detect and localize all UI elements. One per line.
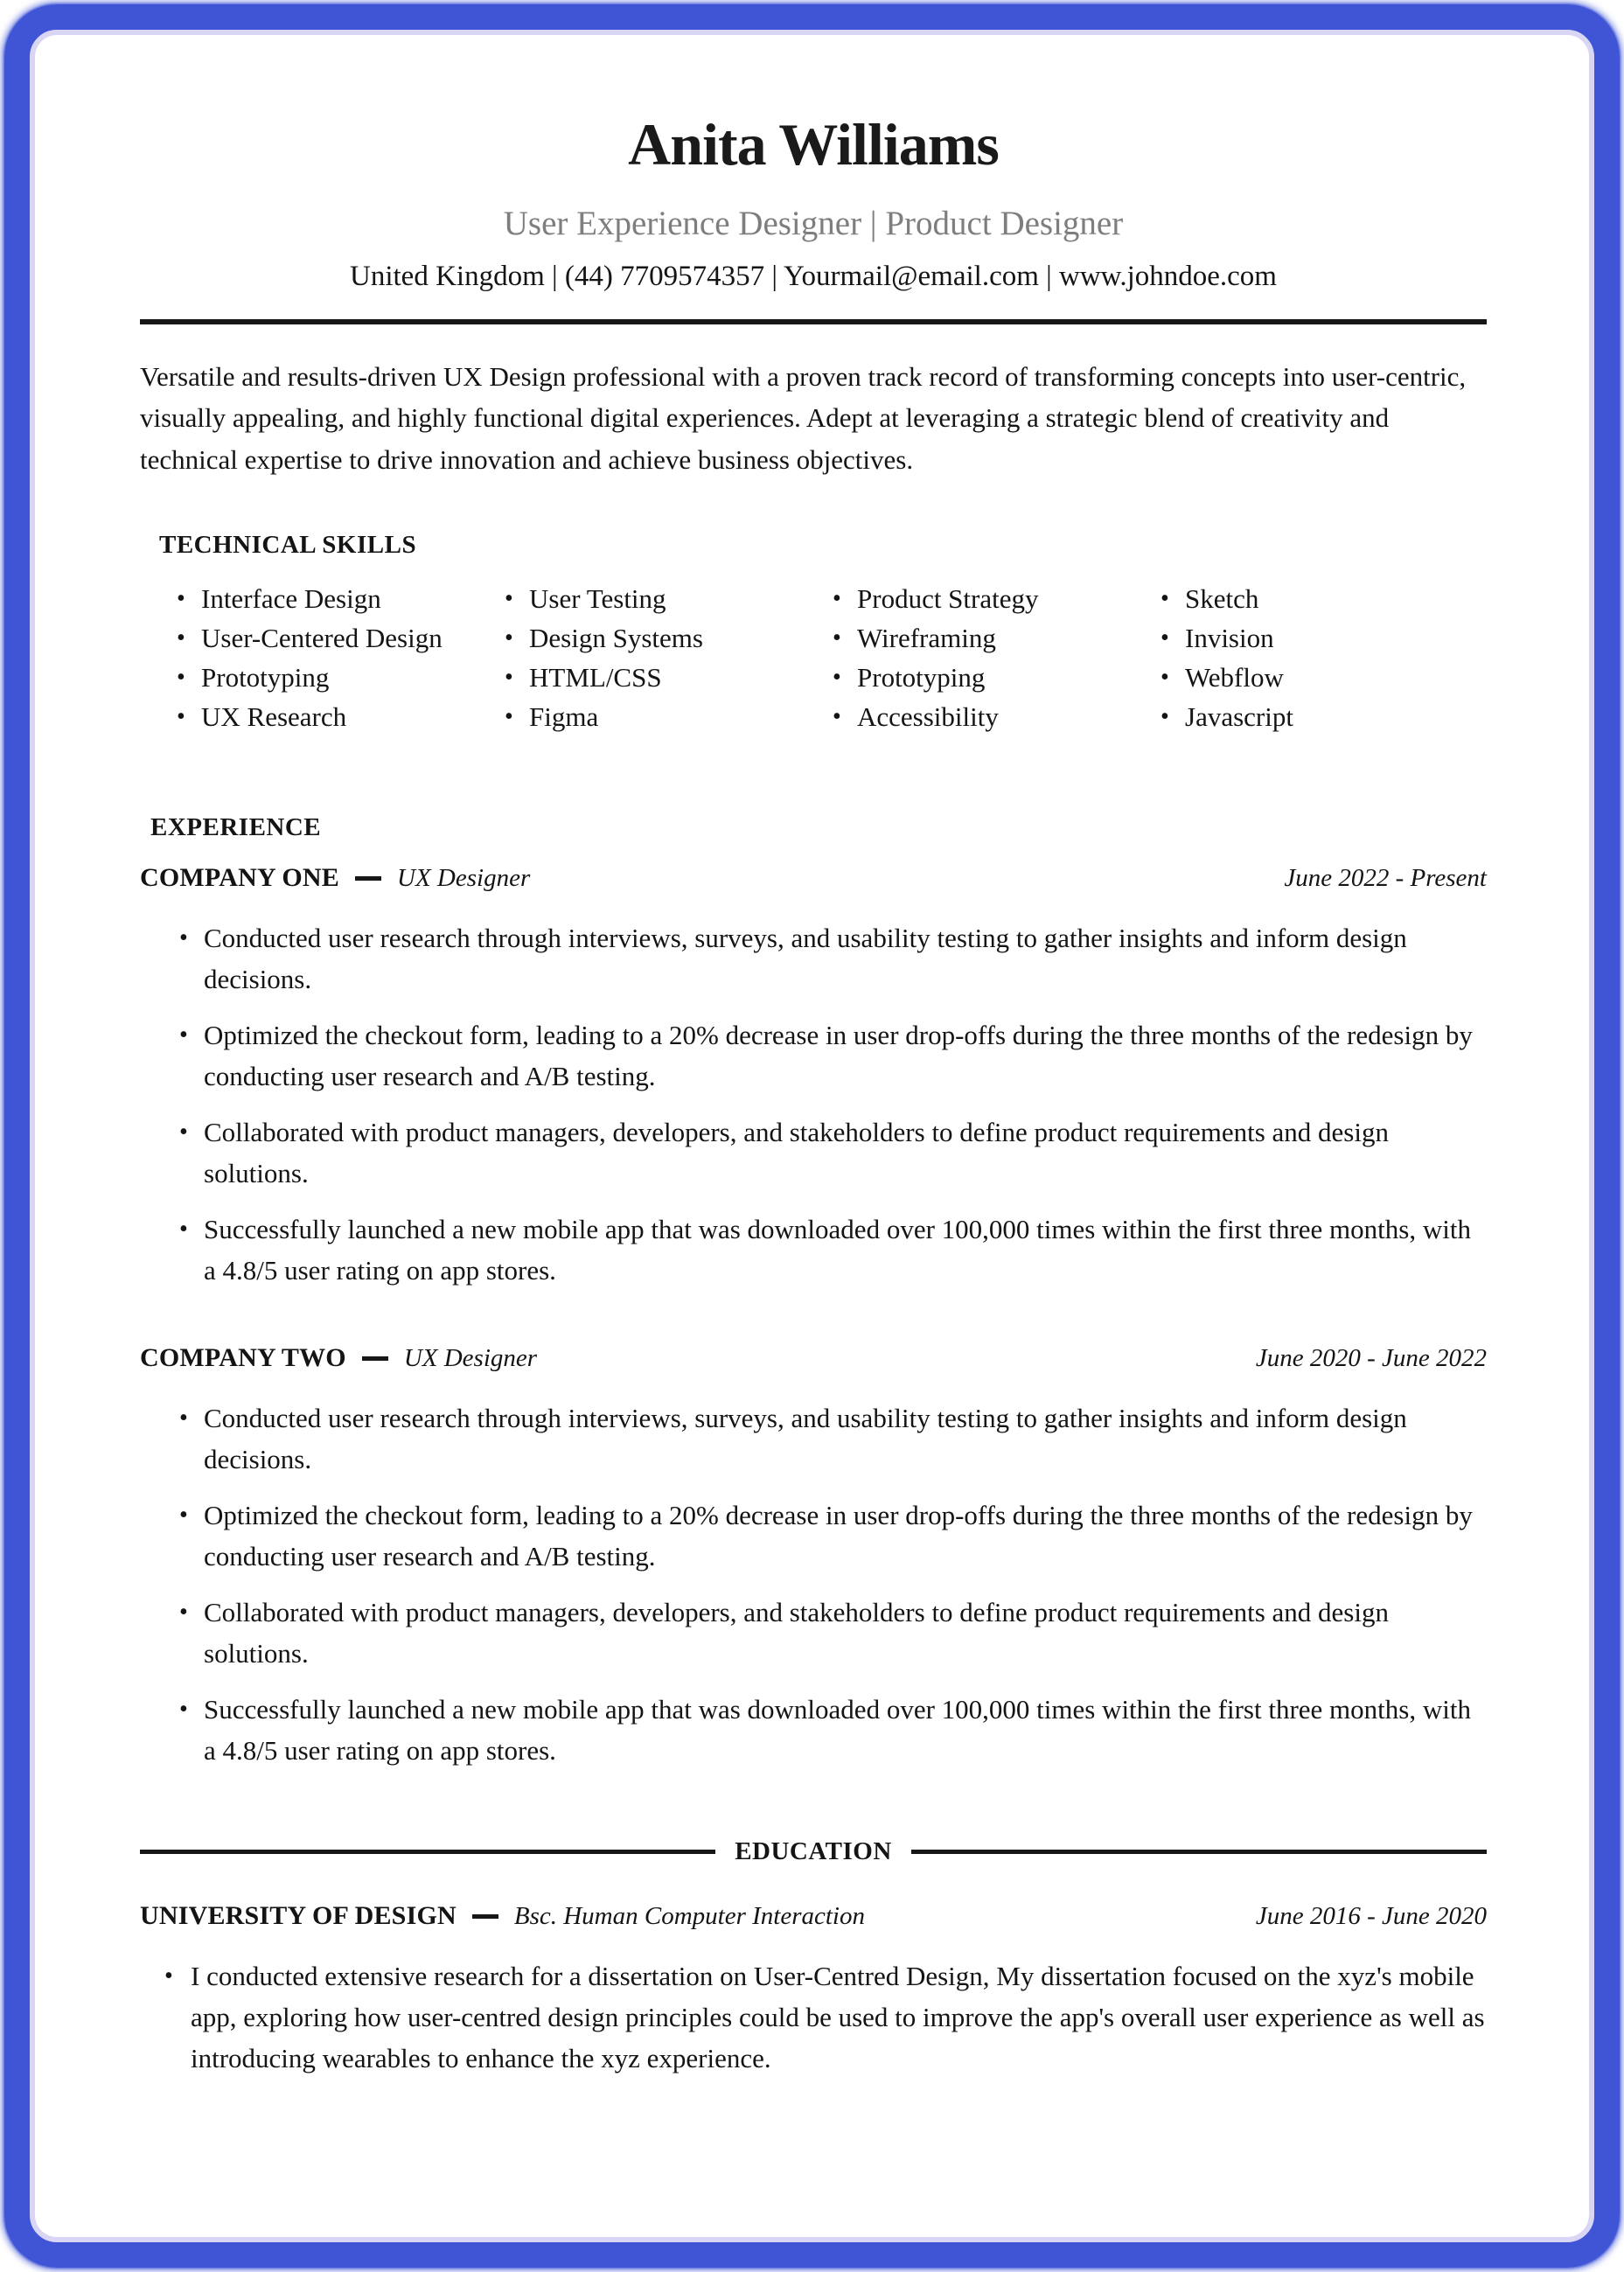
skill-item: • Accessibility	[831, 697, 1159, 736]
job-bullet: • Conducted user research through interviews, surveys, and usability testing to gather insights and inform design decisions.	[140, 1397, 1487, 1480]
skill-item: • Interface Design	[175, 579, 503, 618]
divider-line-left	[140, 1850, 715, 1854]
company-name: COMPANY ONE	[140, 863, 340, 893]
header-divider	[140, 319, 1487, 324]
education-entry	[140, 1901, 1487, 2079]
skill-item: • Javascript	[1159, 697, 1487, 736]
skill-item: • Product Strategy	[831, 579, 1159, 618]
skill-item: • Wireframing	[831, 618, 1159, 658]
skills-column	[1159, 579, 1487, 736]
job-dates: June 2022 - Present	[1284, 863, 1487, 892]
job-bullet: • Optimized the checkout form, leading to a 20% decrease in user drop-offs during the three months of the redesign by conducting user research and A/B testing.	[140, 1495, 1487, 1577]
contact-line: United Kingdom | (44) 7709574357 | Yourmail@email.com | www.johndoe.com	[350, 261, 1277, 292]
skills-column	[831, 579, 1159, 736]
dash-separator	[472, 1914, 498, 1919]
job-bullet: • Collaborated with product managers, developers, and stakeholders to define product requirements and design solutions.	[140, 1592, 1487, 1674]
skill-item: • Sketch	[1159, 579, 1487, 618]
education-section-divider	[140, 1837, 1487, 1866]
skill-item: • Design Systems	[503, 618, 831, 658]
company-name: COMPANY TWO	[140, 1343, 346, 1373]
skill-item: • User Testing	[503, 579, 831, 618]
skill-item: • Prototyping	[831, 658, 1159, 697]
skill-item: • Invision	[1159, 618, 1487, 658]
job-bullet-list	[140, 917, 1487, 1291]
job-header	[140, 863, 1487, 893]
dash-separator	[362, 1356, 388, 1361]
resume-page	[140, 110, 1487, 2094]
job-bullet: • Collaborated with product managers, developers, and stakeholders to define product requirements and design solutions.	[140, 1112, 1487, 1194]
divider-line-right	[911, 1850, 1487, 1854]
job-role: UX Designer	[397, 863, 531, 892]
job-header	[140, 1343, 1487, 1373]
education-bullet: • I conducted extensive research for a dissertation on User-Centred Design, My dissertation focused on the xyz's mobile app, exploring how user-centred design principles could be used to improve the app's overall user experience as well as introducing wearables to enhance the xyz experience.	[140, 1955, 1487, 2079]
education-bullet-list	[140, 1955, 1487, 2079]
job-bullet: • Successfully launched a new mobile app that was downloaded over 100,000 times within the first three months, with a 4.8/5 user rating on app stores.	[140, 1209, 1487, 1291]
skill-item: • UX Research	[175, 697, 503, 736]
job-dates: June 2020 - June 2022	[1255, 1343, 1487, 1372]
experience-entry	[140, 863, 1487, 1291]
skill-item: • Webflow	[1159, 658, 1487, 697]
experience-entry	[140, 1343, 1487, 1771]
education-section-heading: EDUCATION	[735, 1837, 892, 1866]
job-bullet-list	[140, 1397, 1487, 1771]
skills-grid	[140, 579, 1487, 736]
job-bullet: • Optimized the checkout form, leading to a 20% decrease in user drop-offs during the three months of the redesign by conducting user research and A/B testing.	[140, 1014, 1487, 1097]
degree-name: Bsc. Human Computer Interaction	[513, 1901, 865, 1930]
skills-column	[503, 579, 831, 736]
skill-item: • User-Centered Design	[175, 618, 503, 658]
skill-item: • HTML/CSS	[503, 658, 831, 697]
skills-section-heading: TECHNICAL SKILLS	[159, 531, 417, 560]
person-name: Anita Williams	[628, 111, 999, 178]
dash-separator	[355, 876, 381, 881]
summary-paragraph: Versatile and results-driven UX Design professional with a proven track record of transforming concepts into user-centric, visually appealing, and highly functional digital experiences. Adept at leveraging a strategic blend of creativity and technical expertise to drive innovation and achieve business objectives.	[140, 361, 1467, 475]
skill-item: • Figma	[503, 697, 831, 736]
skill-item: • Prototyping	[175, 658, 503, 697]
school-name: UNIVERSITY OF DESIGN	[140, 1901, 457, 1931]
person-title: User Experience Designer | Product Designer	[503, 205, 1124, 242]
education-dates: June 2016 - June 2020	[1255, 1901, 1487, 1930]
job-bullet: • Conducted user research through interviews, surveys, and usability testing to gather insights and inform design decisions.	[140, 917, 1487, 1000]
education-header	[140, 1901, 1487, 1931]
job-role: UX Designer	[403, 1343, 538, 1372]
skills-column	[175, 579, 503, 736]
job-bullet: • Successfully launched a new mobile app that was downloaded over 100,000 times within the first three months, with a 4.8/5 user rating on app stores.	[140, 1689, 1487, 1771]
experience-section-heading: EXPERIENCE	[150, 813, 322, 842]
